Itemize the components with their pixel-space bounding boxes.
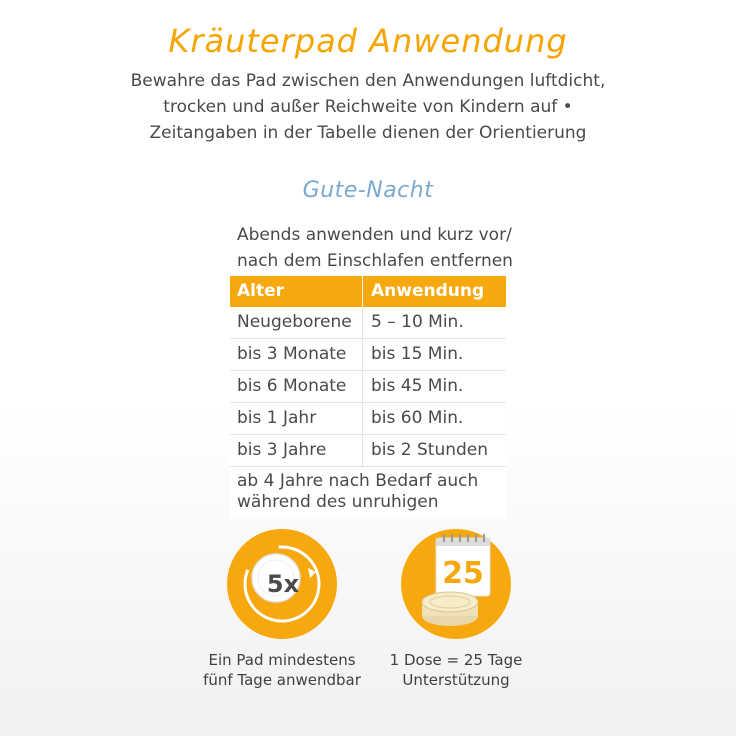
header-duration: Anwendung bbox=[371, 281, 485, 301]
feature-caption bbox=[190, 650, 374, 690]
hint-line: Abends anwenden und kurz vor/ bbox=[237, 225, 512, 245]
page-title: Kräuterpad Anwendung bbox=[168, 22, 568, 60]
section-subtitle: Gute-Nacht bbox=[302, 178, 434, 203]
intro-line: Zeitangaben in der Tabelle dienen der Orientierung bbox=[149, 123, 587, 143]
table-row bbox=[230, 307, 506, 339]
cell-age: bis 6 Monate bbox=[230, 371, 363, 402]
feature-caption bbox=[364, 650, 548, 690]
table-row bbox=[230, 435, 506, 467]
table-row bbox=[230, 371, 506, 403]
table-header bbox=[230, 276, 506, 307]
cell-duration: bis 45 Min. bbox=[371, 376, 464, 396]
header-age: Alter bbox=[230, 276, 363, 307]
cell-age: bis 3 Monate bbox=[230, 339, 363, 370]
table-row bbox=[230, 339, 506, 371]
dosage-table bbox=[230, 276, 506, 519]
hint-line: nach dem Einschlafen entfernen bbox=[237, 251, 513, 271]
calendar-number: 25 bbox=[442, 556, 484, 591]
calendar-tin-icon bbox=[400, 528, 512, 640]
reuse-pad-icon bbox=[226, 528, 338, 640]
intro-line: trocken und außer Reichweite von Kindern auf • bbox=[163, 97, 573, 117]
badge-text: 5x bbox=[266, 570, 300, 598]
note-line: ab 4 Jahre nach Bedarf auch bbox=[237, 471, 479, 491]
table-row bbox=[230, 403, 506, 435]
note-line: während des unruhigen bbox=[237, 492, 439, 512]
intro-line: Bewahre das Pad zwischen den Anwendungen luftdicht, bbox=[130, 71, 606, 91]
cell-duration: 5 – 10 Min. bbox=[371, 312, 464, 332]
cell-age: bis 1 Jahr bbox=[230, 403, 363, 434]
cell-age: Neugeborene bbox=[230, 307, 363, 338]
table-note bbox=[230, 467, 506, 519]
usage-hint bbox=[237, 222, 527, 274]
cell-duration: bis 60 Min. bbox=[371, 408, 464, 428]
cell-duration: bis 2 Stunden bbox=[371, 440, 489, 460]
caption-line: Unterstützung bbox=[402, 671, 510, 689]
caption-line: 1 Dose = 25 Tage bbox=[389, 651, 523, 669]
caption-line: Ein Pad mindestens bbox=[208, 651, 356, 669]
caption-line: fünf Tage anwendbar bbox=[203, 671, 361, 689]
intro-text bbox=[60, 68, 676, 146]
cell-duration: bis 15 Min. bbox=[371, 344, 464, 364]
cell-age: bis 3 Jahre bbox=[230, 435, 363, 466]
